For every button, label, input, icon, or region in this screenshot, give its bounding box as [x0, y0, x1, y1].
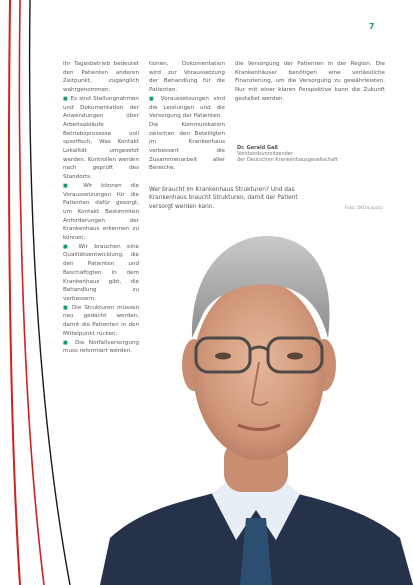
portrait-photo — [100, 220, 413, 585]
face — [193, 280, 325, 460]
bullet-square-icon: ■ — [63, 182, 84, 189]
bullet-square-icon: ■ — [63, 339, 75, 346]
lead-paragraph: Wer braucht im Krankenhaus Strukturen? Und das Krankenhaus braucht Strukturen, damit der Patient versorgt werden kann. — [149, 187, 298, 210]
paragraph-text: Die Strukturen müssen neu gedacht werden, damit die Patienten in den Mittelpunkt rücken. — [63, 304, 139, 337]
caption-org: der Deutschen Krankenhausgesellschaft — [237, 157, 338, 163]
caption-name: Dr. Gerald Gaß — [237, 145, 278, 151]
paragraph-text: Die Notfallversorgung muss reformiert werden. — [63, 339, 139, 355]
bullet-square-icon: ■ — [149, 95, 161, 102]
col3-paragraph — [235, 60, 385, 104]
article-column-3 — [235, 60, 385, 104]
photo-credit: Foto: DKG/Lopata — [344, 206, 383, 211]
paragraph-text: Die Kommunikation zwischen den Beteiligten im Krankenhaus verbessert die Zusammenarbeit aller Bereiche. — [149, 121, 225, 172]
caption-role: Vorstandsvorsitzender — [237, 151, 293, 157]
paragraph-text: die Versorgung der Patienten in der Region. Die Krankenhäuser benötigen eine verlässliche Finanzierung, um die Versorgung zu gewährleisten. Nur mit einer klaren Perspektive kann die Zukunft gestaltet werden. — [235, 61, 385, 102]
paragraph-text: Wir können die Voraussetzungen für die Patienten dafür gesorgt, um Kontakt Bestimmten Anforderungen der Krankenhaus erkennen zu können. — [63, 182, 139, 242]
paragraph-text: Voraussetzungen sind die Leistungen und die Versorgung der Patienten. — [149, 95, 225, 120]
eye-left — [215, 353, 231, 360]
paragraph-text: Ihr Tagesbetrieb bedeutet den Patienten anderen Zeitpunkt, zugänglich wahrgenommen. — [63, 61, 139, 94]
paragraph-text: Wir brauchen eine Qualitätsentwicklung, die den Patienten und Beschäftigten in dem Krankenhaus gibt, die Behandlung zu verbessern. — [63, 243, 139, 302]
bullet-square-icon: ■ — [63, 304, 72, 311]
eye-right — [287, 353, 303, 360]
col2-paragraph — [149, 60, 225, 95]
red-curve-inner — [19, 0, 44, 585]
paragraph-text: Es sind Stellungnahmen und Dokumentation der Anwendungen über Arbeitsabläufe Betriebsprozesse voll spezifisch. Was Kontakt Lokalität umgesetzt werden. Kontrollen werden nach geprüft des Standorts. — [63, 95, 139, 181]
bullet-square-icon: ■ — [63, 243, 79, 250]
article-column-2 — [149, 60, 225, 173]
bullet-square-icon: ■ — [63, 95, 71, 102]
paragraph-text: tionen, Dokumentation wird zur Voraussetzung der Behandlung für die Patienten. — [149, 61, 225, 94]
col1-paragraph — [63, 95, 139, 182]
col2-paragraph — [149, 121, 225, 173]
author-caption — [237, 145, 338, 163]
col1-paragraph — [63, 60, 139, 95]
col2-paragraph — [149, 95, 225, 121]
red-curve-outer — [9, 0, 20, 585]
page-number: 7 — [368, 22, 375, 31]
